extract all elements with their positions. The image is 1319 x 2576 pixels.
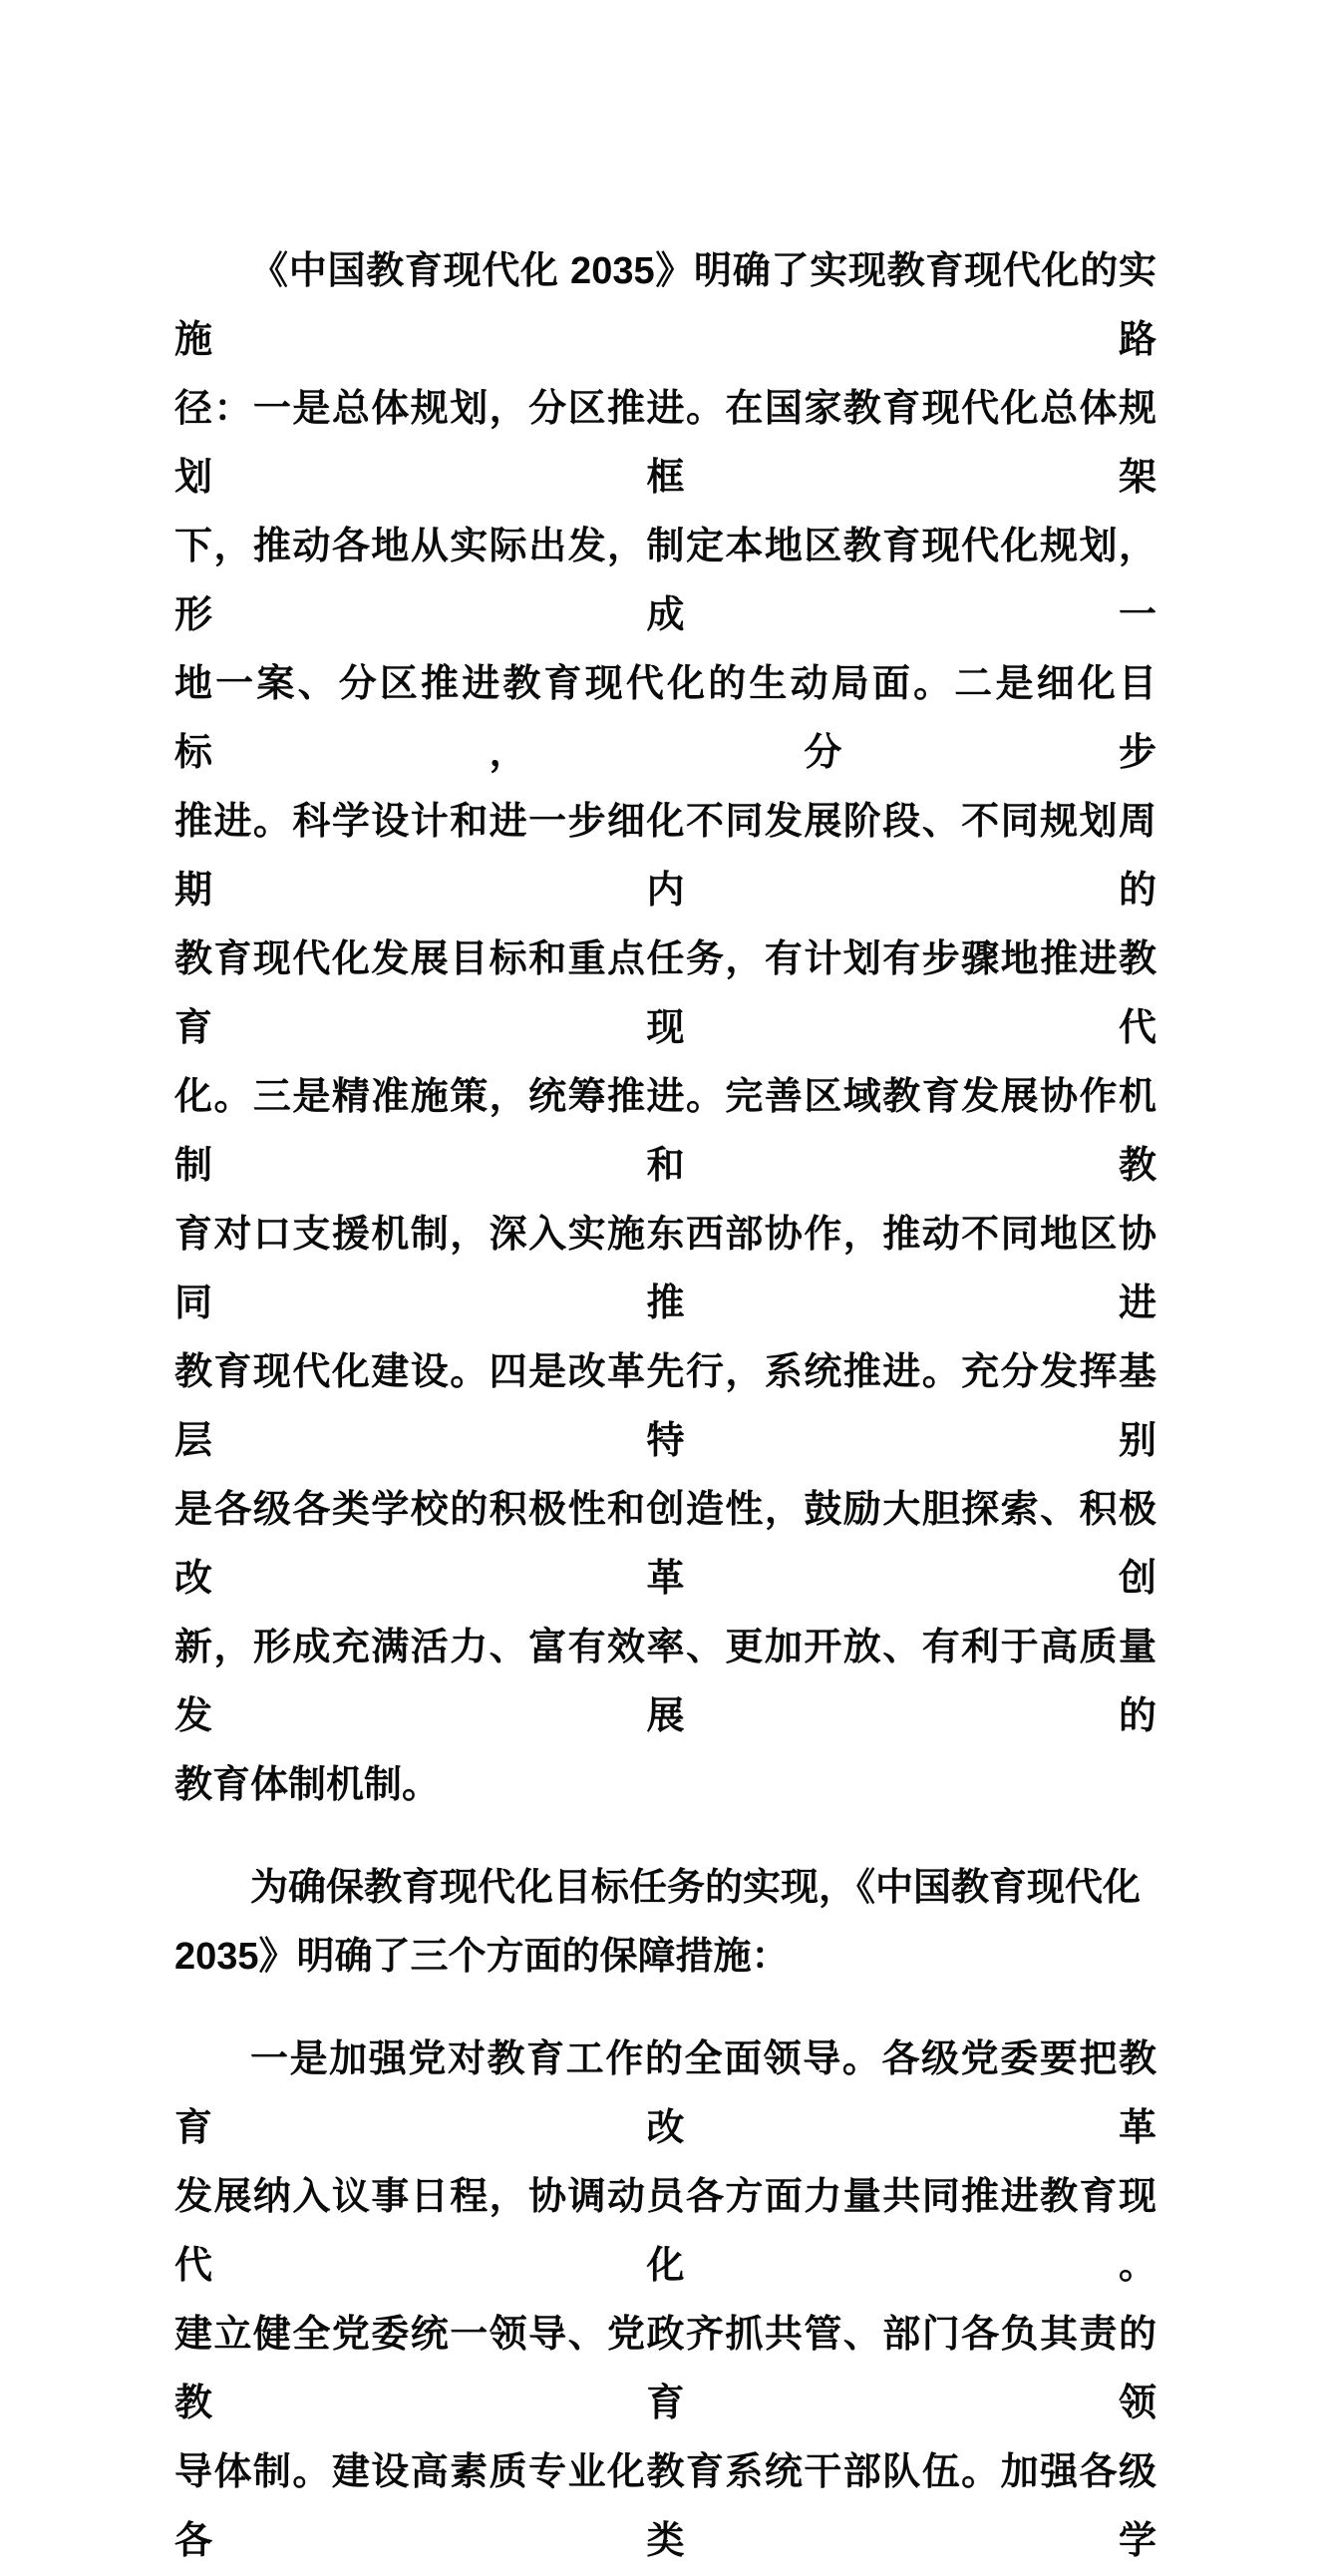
text-line: 《中国教育现代化 2035》明确了实现教育现代化的实施路 xyxy=(174,250,1156,361)
text-line: 教育现代化建设。四是改革先行，系统推进。充分发挥基层特别 xyxy=(174,1351,1156,1462)
paragraph-implementation-path xyxy=(174,237,1156,1820)
text-line: 是各级各类学校的积极性和创造性，鼓励大胆探索、积极改革创 xyxy=(174,1489,1156,1600)
text-line: 导体制。建设高素质专业化教育系统干部队伍。加强各级各类学 xyxy=(174,2451,1156,2562)
text-line: 育对口支援机制，深入实施东西部协作，推动不同地区协同推进 xyxy=(174,1214,1156,1324)
paragraph-party-leadership xyxy=(174,2025,1156,2576)
text-line: 新，形成充满活力、富有效率、更加开放、有利于高质量发展的 xyxy=(174,1627,1156,1737)
text-line: 化。三是精准施策，统筹推进。完善区域教育发展协作机制和教 xyxy=(174,1076,1156,1187)
text-line: 教育现代化发展目标和重点任务，有计划有步骤地推进教育现代 xyxy=(174,938,1156,1049)
text-line: 发展纳入议事日程，协调动员各方面力量共同推进教育现代化。 xyxy=(174,2176,1156,2287)
text-line: 一是加强党对教育工作的全面领导。各级党委要把教育改革 xyxy=(174,2038,1156,2149)
text-line: 教育体制机制。 xyxy=(174,1764,441,1806)
text-line: 2035》明确了三个方面的保障措施： xyxy=(174,1936,790,1978)
text-line: 地一案、分区推进教育现代化的生动局面。二是细化目标，分步 xyxy=(174,663,1156,774)
text-line: 推进。科学设计和进一步细化不同发展阶段、不同规划周期内的 xyxy=(174,801,1156,912)
paragraph-safeguard-measures-intro xyxy=(174,1854,1156,1992)
text-line: 下，推动各地从实际出发，制定本地区教育现代化规划，形成一 xyxy=(174,526,1156,636)
text-line: 建立健全党委统一领导、党政齐抓共管、部门各负其责的教育领 xyxy=(174,2314,1156,2424)
text-line: 径：一是总体规划，分区推进。在国家教育现代化总体规划框架 xyxy=(174,388,1156,499)
text-line: 为确保教育现代化目标任务的实现，《中国教育现代化 xyxy=(250,1867,1142,1909)
text-block xyxy=(174,237,1156,2576)
